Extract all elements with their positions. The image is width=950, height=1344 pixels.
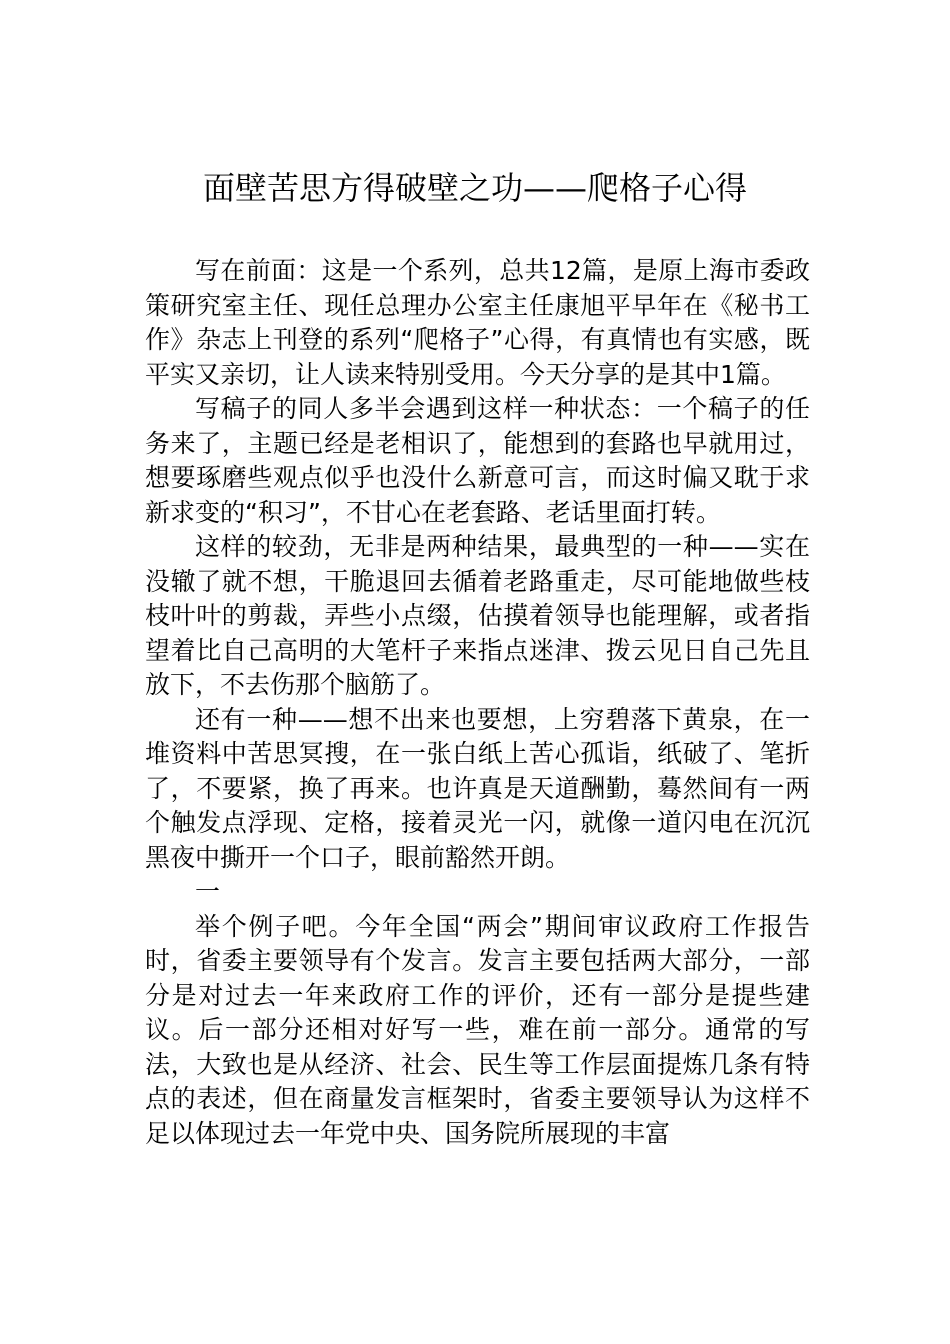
document-body bbox=[145, 254, 810, 1151]
paragraph: 这样的较劲，无非是两种结果，最典型的一种——实在没辙了就不想，干脆退回去循着老路重走，尽可能地做些枝枝叶叶的剪裁，弄些小点缀，估摸着领导也能理解，或者指望着比自己高明的大笔杆子来指点迷津、拨云见日自己先且放下，不去伤那个脑筋了。 bbox=[145, 532, 810, 699]
document-title: 面壁苦思方得破壁之功——爬格子心得 bbox=[202, 169, 747, 207]
section-heading: 一 bbox=[195, 877, 221, 906]
paragraph-intro: 写在前面：这是一个系列，总共12篇，是原上海市委政策研究室主任、现任总理办公室主任康旭平早年在《秘书工作》杂志上刊登的系列“爬格子”心得，有真情也有实感，既平实又亲切，让人读来特别受用。今天分享的是其中1篇。 bbox=[145, 256, 810, 389]
paragraph: 举个例子吧。今年全国“两会”期间审议政府工作报告时，省委主要领导有个发言。发言主要包括两大部分，一部分是对过去一年来政府工作的评价，还有一部分是提些建议。后一部分还相对好写一些，难在前一部分。通常的写法，大致也是从经济、社会、民生等工作层面提炼几条有特点的表述，但在商量发言框架时，省委主要领导认为这样不足以体现过去一年党中央、国务院所展现的丰富 bbox=[145, 911, 810, 1148]
paragraph: 还有一种——想不出来也要想，上穷碧落下黄泉，在一堆资料中苦思冥搜，在一张白纸上苦心孤诣，纸破了、笔折了，不要紧，换了再来。也许真是天道酬勤，蓦然间有一两个触发点浮现、定格，接着灵光一闪，就像一道闪电在沉沉黑夜中撕开一个口子，眼前豁然开朗。 bbox=[145, 704, 810, 872]
paragraph: 写稿子的同人多半会遇到这样一种状态：一个稿子的任务来了，主题已经是老相识了，能想到的套路也早就用过，想要琢磨些观点似乎也没什么新意可言，而这时偏又耽于求新求变的“积习”，不甘心在老套路、老话里面打转。 bbox=[145, 394, 810, 527]
